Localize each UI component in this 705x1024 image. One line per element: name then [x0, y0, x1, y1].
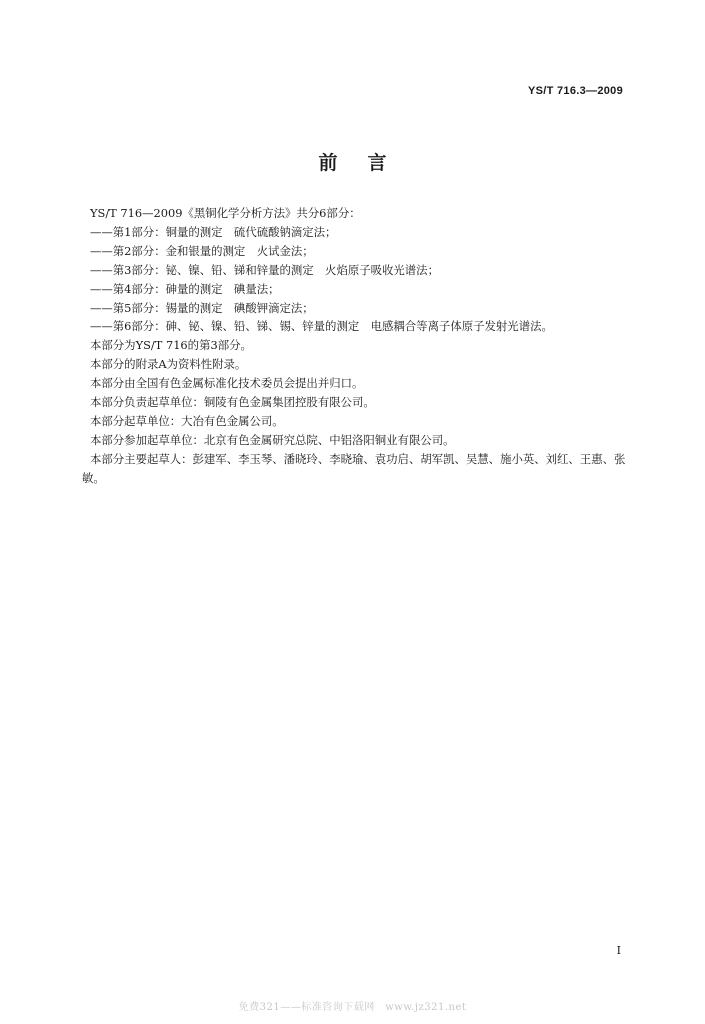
- part-list-item: ——第5部分：锡量的测定 碘酸钾滴定法；: [90, 300, 314, 315]
- part-list-item: ——第3部分：铋、镍、铅、锑和锌量的测定 火焰原子吸收光谱法；: [90, 262, 439, 277]
- document-body: [82, 204, 638, 488]
- page-number: I: [616, 944, 621, 957]
- part-list-item: ——第6部分：砷、铋、镍、铅、锑、锡、锌量的测定 电感耦合等离子体原子发射光谱法。: [90, 319, 553, 334]
- body-paragraph: 本部分为YS/T 716的第3部分。: [90, 338, 252, 353]
- watermark: 免费321——标准咨询下载网 www.jz321.net: [238, 1002, 467, 1013]
- document-code: YS/T 716.3—2009: [527, 85, 623, 97]
- body-paragraph: 本部分的附录A为资料性附录。: [90, 357, 247, 372]
- body-paragraph: 本部分起草单位：大冶有色金属公司。: [90, 413, 284, 428]
- part-list-item: ——第2部分：金和银量的测定 火试金法；: [90, 243, 314, 258]
- body-paragraph: 本部分由全国有色金属标准化技术委员会提出并归口。: [90, 376, 364, 391]
- intro-paragraph: YS/T 716—2009《黑铜化学分析方法》共分6部分：: [90, 206, 361, 220]
- body-paragraph: 本部分负责起草单位：铜陵有色金属集团控股有限公司。: [90, 395, 375, 410]
- page-title: 前言: [318, 152, 417, 174]
- drafters-paragraph: 本部分主要起草人：彭建军、李玉琴、潘晓玲、李晓瑜、袁功启、胡军凯、吴慧、施小英、刘红、王惠、张敏。: [82, 451, 626, 485]
- part-list-item: ——第1部分：铜量的测定 硫代硫酸钠滴定法；: [90, 224, 337, 239]
- body-paragraph: 本部分参加起草单位：北京有色金属研究总院、中铝洛阳铜业有限公司。: [90, 432, 455, 447]
- part-list-item: ——第4部分：砷量的测定 碘量法；: [90, 281, 280, 296]
